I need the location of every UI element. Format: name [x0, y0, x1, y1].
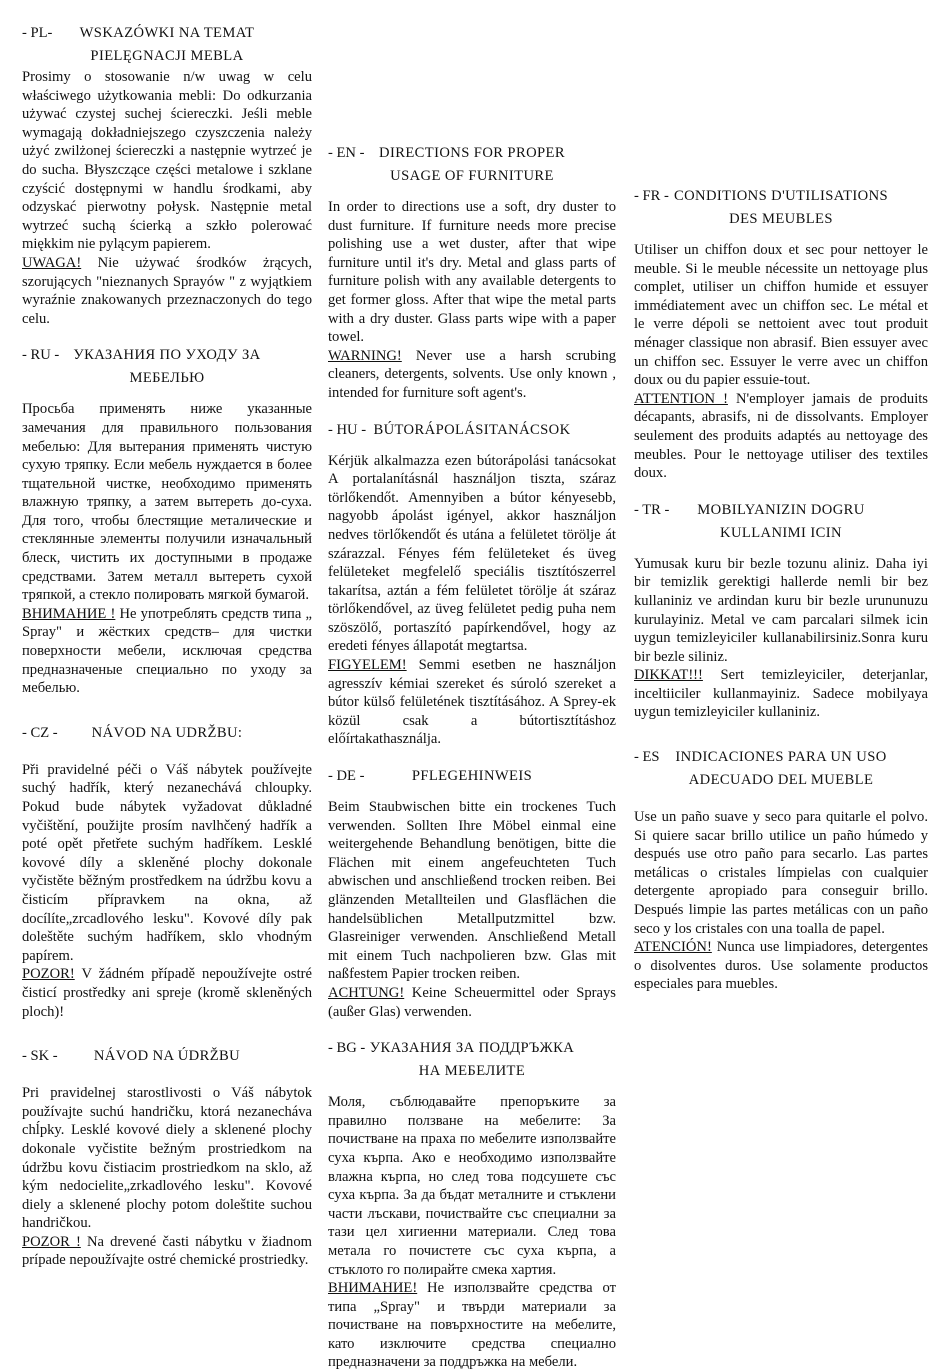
section-body	[328, 798, 616, 1021]
section-heading: - FR - CONDITIONS D'UTILISATIONS DES MEUBLES	[634, 185, 928, 231]
warning-paragraph	[634, 666, 928, 722]
instructions-text: Kérjük alkalmazza ezen bútorápolási tanácsokat A portalanításnál használjon tiszta, száraz törlőkendőt. Amennyiben a bútor kényesebb, nagyobb ápolást igényel, akkor használjon nedves törlőkendőt és utána a felületet törölje át szárazzal. Fényes fém felületeket és üveg felületeket megfelelő speciális tisztítószerrel takarítsa, aztán a fém felületet törölje át száraz törlőkendővel, az üveg felületet pedig puha nem szöszölő, portaszító papírkendővel, hogy az eredeti fényes állapotát megtartsa.	[328, 452, 616, 655]
heading-line: МЕБЕЛЬЮ	[129, 370, 205, 387]
warning-paragraph	[328, 347, 616, 403]
warning-text: Semmi esetben ne használjon agresszív kémiai szereket és súroló szereket a bútor külső felületének tisztításához. A Sprey-ek közül csak a bútortisztításhoz előírtakathasználja.	[328, 657, 616, 748]
instructions-text: Yumusak kuru bir bezle tozunu aliniz. Daha iyi bir temizlik gerektigi hallerde nemli bir bez kullaniniz ve ardindan kuru bir bezle urununuzu kurulayiniz. Metal ve cam parcalari silmek icin uygun temizleyiciler kullanabilirsiniz.Sonra kuru bir bezle siliniz.	[634, 555, 928, 665]
instructions-text: Use un paño suave y seco para quitarle el polvo. Si quiere sacar brillo utilice un paño húmedo y después use otro paño para secarlo. Las partes metálicas o cristales límpielas con cualquier detergente apropiado para conseguir brillo. Después limpie las partes metálicas con un paño seco y los cristales con una toalla de papel.	[634, 809, 928, 937]
section-body	[22, 761, 312, 1021]
warning-paragraph	[634, 390, 928, 483]
column-1	[22, 22, 312, 1270]
heading-line: BÚTORÁPOLÁSITANÁCSOK	[373, 421, 571, 438]
section-fr	[634, 185, 928, 483]
instructions-text: Prosimy o stosowanie n/w uwag w celu właściwego użytkowania mebli: Do odkurzania używać czystej suchej ściereczki. Jeśli meble wymagają dokładniejszego czyszczenia należy użyć zwilżonej ściereczki a następnie wytrzeć je do sucha. Błyszczące części metalowe i szklane czyścić dostępnymi w handlu środkami, aby odzyskać pierwotny połysk. Następnie metal wytrzeć suchą ścierką a szkło polerować miękkim nie pylącym papierem.	[22, 69, 312, 253]
instructions-text: Při pravidelné péči o Váš nábytek používejte suchý hadřík, který nezanechává chloupky. Pokud bude nábytek vyžadovat důkladné vyčištění, použijte prosím navlhčený hadřík a poté opět přetřete suchým hadříkem. Lesklé kovové díly a skleněné plochy dokonale vyčistěte běžným prostředkem na údržbu kovu a čisticím přípravkem na okna, až docílíte„zrcadlového lesku". Kovové díly pak doleštěte suchým hadříkem, sklo vhodným papírem.	[22, 761, 312, 964]
section-body	[328, 452, 616, 750]
heading-line: INDICACIONES PARA UN USO	[675, 749, 887, 766]
section-heading: - DE - PFLEGEHINWEIS	[328, 765, 616, 788]
warning-paragraph	[22, 254, 312, 328]
warning-paragraph	[22, 965, 312, 1021]
section-body	[634, 555, 928, 722]
column-3	[634, 185, 928, 994]
section-body	[328, 1093, 616, 1372]
warning-text: N'employer jamais de produits décapants, abrasifs, ni de dissolvants. Employer seulement des produits adaptés au nettoyage des meubles. Pour le nettoyage utiliser des textiles doux.	[634, 390, 928, 482]
section-heading: - HU - BÚTORÁPOLÁSITANÁCSOK	[328, 419, 616, 442]
heading-line: MOBILYANIZIN DOGRU	[697, 501, 865, 518]
section-tr	[634, 499, 928, 722]
warning-paragraph	[328, 656, 616, 749]
section-heading: - SK - NÁVOD NA ÚDRŽBU	[22, 1045, 312, 1068]
heading-line: PIELĘGNACJI MEBLA	[90, 48, 244, 64]
warning-label: ВНИМАНИЕ !	[22, 605, 116, 622]
warning-text: V žádném případě nepoužívejte ostré čisticí prostředky ani spreje (kromě skleněných ploch)!	[22, 966, 312, 1020]
heading-line: NÁVOD NA ÚDRŽBU	[93, 1048, 241, 1065]
section-ru	[22, 344, 312, 698]
warning-label: POZOR !	[22, 1233, 81, 1250]
warning-paragraph	[328, 984, 616, 1021]
warning-label: WARNING!	[328, 347, 402, 364]
instructions-text: Utiliser un chiffon doux et sec pour nettoyer le meuble. Si le meuble nécessite un nettoyage plus complet, utiliser un chiffon humide et essuyer immédiatement avec un chiffon sec. Le métal et le verre dépoli se nettoient avec tout produit ménager classique non abrasif. Bien essuyer avec un chiffon sec. Essuyer le verre avec un chiffon doux ou du papier essuie-tout.	[634, 242, 928, 389]
warning-paragraph	[22, 1233, 312, 1270]
section-sk	[22, 1045, 312, 1270]
warning-text: Nunca use limpiadores, detergentes o disolventes duros. Use solamente productos especiales para muebles.	[634, 939, 928, 993]
section-en	[328, 142, 616, 403]
heading-line: DIRECTIONS FOR PROPER	[379, 145, 565, 161]
section-body	[22, 1084, 312, 1270]
heading-line: PFLEGEHINWEIS	[411, 768, 533, 785]
heading-line: KULLANIMI ICIN	[720, 524, 842, 541]
warning-paragraph	[22, 605, 312, 698]
section-body	[22, 400, 312, 698]
section-heading: - CZ - NÁVOD NA UDRŽBU:	[22, 722, 312, 745]
section-body	[22, 68, 312, 328]
section-heading: - RU - УКАЗАНИЯ ПО УХОДУ ЗА МЕБЕЛЬЮ	[22, 344, 312, 390]
warning-text: Nie używać środków żrących, szorujących "nieznanych Sprayów " z wyjątkiem wyraźnie znakowanych przeznaczonych do tego celu.	[22, 254, 312, 327]
heading-line: НА МЕБЕЛИТЕ	[418, 1063, 526, 1080]
warning-label: ATENCIÓN!	[634, 939, 712, 956]
warning-text: Sert temizleyiciler, deterjanlar, inceltiiciler kullanmayiniz. Sadece mobilyaya uygun temizleyiciler kullaniniz.	[634, 667, 928, 721]
instructions-text: Просьба применять ниже указанные замечания для правильного пользования мебелью: Для вытерания применять чистую сухую тряпку. Если мебель нуждается в более тщательной чистке, необходимо применять влажную тряпку, а затем вытереть до-суха. Для того, чтобы блестящие металические и стеклянные элементы получили изначальный блеск, чистить их доступными в продаже средствами. Затем металл вытереть сухой тряпкой, а стекло полировать мягкой бумагой.	[22, 401, 312, 604]
section-es	[634, 746, 928, 994]
section-heading: - ES INDICACIONES PARA UN USO ADECUADO DEL MUEBLE	[634, 746, 928, 792]
warning-label: ВНИМАНИЕ!	[328, 1280, 418, 1297]
instructions-text: In order to directions use a soft, dry duster to dust furniture. If furniture needs more precise polishing use a wet duster, after that wipe furniture until it's dry. Metal and glass parts of furniture polish with any available detergents to get former gloss. After that wipe the metal parts with a dry duster. Glass parts wipe with a paper towel.	[328, 199, 616, 346]
section-heading: - PL- WSKAZÓWKI NA TEMAT PIELĘGNACJI MEBLA	[22, 22, 312, 68]
heading-line: УКАЗАНИЯ ПО УХОДУ ЗА	[73, 347, 261, 364]
section-body	[328, 198, 616, 403]
warning-paragraph	[328, 1279, 616, 1372]
instructions-text: Pri pravidelnej starostlivosti o Váš nábytok používajte suchú handričku, ktorá nezanecháva chĺpky. Lesklé kovové diely a sklenené plochy dokonale vyčistite bežným prostriedkom na údržbu kovu čistiacim prostriedkom na sklo, až kým nedocielite„zrkadlového lesku". Kovové diely a sklenené plochy potom doleštite suchou handričkou.	[22, 1085, 312, 1232]
section-de	[328, 765, 616, 1021]
section-cz	[22, 722, 312, 1021]
instructions-text: Beim Staubwischen bitte ein trockenes Tuch verwenden. Sollten Ihre Möbel einmal eine weitergehende Behandlung benötigen, bitte die Flächen mit einem angefeuchteten Tuch abwischen und anschließend trocken reiben. Bei glänzenden Metallteilen und Glasflächen die handelsüblichen Metallputzmittel bzw. Glasreiniger verwenden. Anschließend Metall mit einem Tuch nachpolieren bzw. Glas mit naßfestem Papier trocken reiben.	[328, 799, 616, 983]
warning-label: UWAGA!	[22, 254, 82, 271]
heading-line: DES MEUBLES	[729, 211, 833, 227]
heading-line: ADECUADO DEL MUEBLE	[688, 772, 874, 789]
section-heading: - TR - MOBILYANIZIN DOGRU KULLANIMI ICIN	[634, 499, 928, 545]
section-bg	[328, 1037, 616, 1372]
warning-text: Never use a harsh scrubing cleaners, detergents, solvents. Use only known , intended for furniture soft agent's.	[328, 347, 616, 401]
warning-text: Не използвайте средства от типа „Spray" и твърди материали за почистване на повърхностите на мебелите, като изключите средства специално предназначени за поддръжка на мебели.	[328, 1280, 616, 1371]
heading-line: WSKAZÓWKI NA TEMAT	[79, 25, 255, 41]
section-body	[634, 241, 928, 483]
section-heading: - EN - DIRECTIONS FOR PROPER USAGE OF FURNITURE	[328, 142, 616, 188]
warning-label: ATTENTION !	[634, 390, 728, 407]
warning-paragraph	[634, 938, 928, 994]
section-pl	[22, 22, 312, 328]
section-heading: - BG - УКАЗАНИЯ ЗА ПОДДРЪЖКА НА МЕБЕЛИТЕ	[328, 1037, 616, 1083]
section-hu	[328, 419, 616, 750]
warning-label: ACHTUNG!	[328, 984, 405, 1001]
heading-line: NÁVOD NA UDRŽBU:	[91, 724, 243, 741]
heading-line: CONDITIONS D'UTILISATIONS	[673, 188, 889, 204]
warning-text: Na drevené časti nábytku v žiadnom prípade nepoužívajte ostré chemické prostriedky.	[22, 1233, 312, 1269]
column-2	[328, 142, 616, 1372]
warning-text: Keine Scheuermittel oder Sprays (außer Glas) verwenden.	[328, 984, 616, 1020]
warning-label: DIKKAT!!!	[634, 667, 703, 684]
instructions-text: Моля, съблюдавайте препоръките за правилно ползване на мебелите: За почистване на праха по мебелите използвайте суха кърпа. Ако е необходимо използвайте влажна кърпа, но след това подсушете със суха кърпа. За да бъдат металните и стъклени части лъскави, почиствайте със специални за тази цел хигиенни материали. След това метала го почистете със суха кърпа, а стъклото го полирайте смека хартия.	[328, 1094, 616, 1278]
heading-line: УКАЗАНИЯ ЗА ПОДДРЪЖКА	[369, 1040, 575, 1057]
heading-line: USAGE OF FURNITURE	[390, 168, 554, 184]
warning-label: POZOR!	[22, 966, 75, 983]
warning-label: FIGYELEM!	[328, 657, 407, 674]
warning-text: Не употреблять средств типа „ Spray" и жёстких средств– для чистки поверхности мебели, исключая средства предназначеные специально по уходу за мебелью.	[22, 605, 312, 697]
section-body	[634, 808, 928, 994]
